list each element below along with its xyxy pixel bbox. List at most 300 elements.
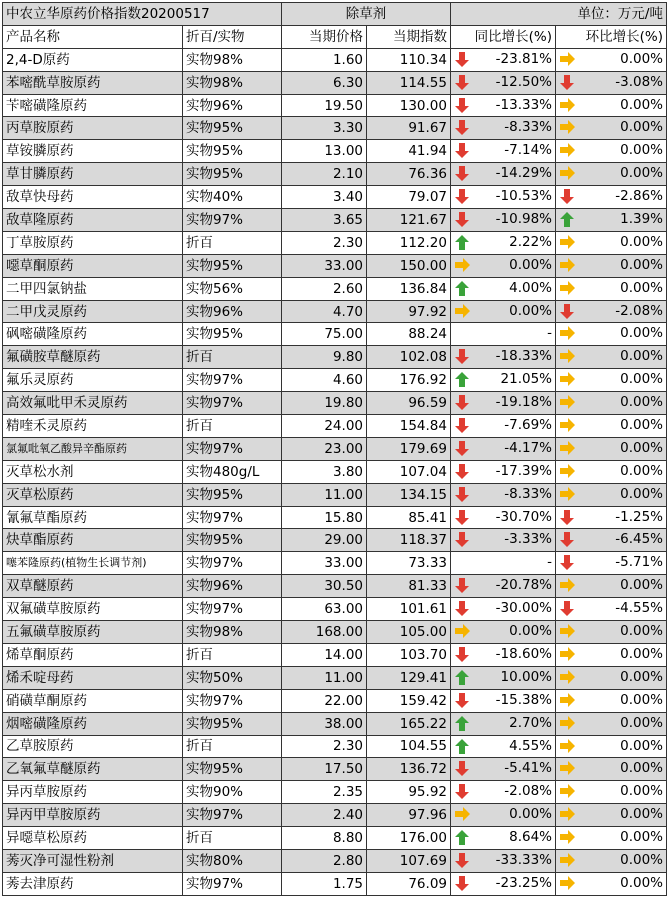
mom-value: -3.08% bbox=[615, 73, 663, 90]
current-index: 41.94 bbox=[367, 140, 451, 163]
current-index: 97.96 bbox=[367, 804, 451, 827]
product-name: 草铵膦原药 bbox=[3, 140, 183, 163]
mom-value: 0.00% bbox=[620, 119, 663, 136]
yoy-cell bbox=[451, 71, 556, 94]
current-index: 114.55 bbox=[367, 71, 451, 94]
yoy-cell bbox=[451, 621, 556, 644]
table-row bbox=[3, 827, 667, 850]
yoy-value: 10.00% bbox=[500, 668, 552, 685]
yoy-value: -15.38% bbox=[495, 691, 552, 708]
mom-cell bbox=[556, 781, 667, 804]
product-name: 丙草胺原药 bbox=[3, 117, 183, 140]
arrow-down-icon bbox=[454, 783, 470, 800]
current-price: 1.60 bbox=[282, 48, 367, 71]
current-price: 75.00 bbox=[282, 323, 367, 346]
arrow-right-icon bbox=[559, 783, 575, 800]
mom-cell bbox=[556, 735, 667, 758]
basis: 实物95% bbox=[183, 712, 282, 735]
product-name: 烟嘧磺隆原药 bbox=[3, 712, 183, 735]
mom-value: -2.86% bbox=[615, 188, 663, 205]
yoy-value: 0.00% bbox=[509, 256, 552, 273]
yoy-cell bbox=[451, 598, 556, 621]
current-price: 13.00 bbox=[282, 140, 367, 163]
mom-cell bbox=[556, 186, 667, 209]
yoy-cell bbox=[451, 186, 556, 209]
mom-value: 0.00% bbox=[620, 623, 663, 640]
basis: 实物97% bbox=[183, 392, 282, 415]
yoy-cell bbox=[451, 369, 556, 392]
table-row bbox=[3, 506, 667, 529]
current-index: 154.84 bbox=[367, 415, 451, 438]
mom-value: 0.00% bbox=[620, 829, 663, 846]
yoy-value: -2.08% bbox=[504, 783, 552, 800]
product-name: 双氟磺草胺原药 bbox=[3, 598, 183, 621]
arrow-down-icon bbox=[454, 142, 470, 159]
mom-cell bbox=[556, 804, 667, 827]
current-index: 110.34 bbox=[367, 48, 451, 71]
table-row bbox=[3, 643, 667, 666]
yoy-value: -4.17% bbox=[504, 439, 552, 456]
arrow-right-icon bbox=[559, 165, 575, 182]
mom-value: 0.00% bbox=[620, 691, 663, 708]
basis: 实物95% bbox=[183, 323, 282, 346]
table-row bbox=[3, 48, 667, 71]
yoy-cell bbox=[451, 277, 556, 300]
mom-cell bbox=[556, 117, 667, 140]
arrow-right-icon bbox=[559, 577, 575, 594]
current-price: 30.50 bbox=[282, 575, 367, 598]
basis: 实物80% bbox=[183, 849, 282, 872]
arrow-right-icon bbox=[559, 440, 575, 457]
mom-cell bbox=[556, 277, 667, 300]
mom-value: -1.25% bbox=[615, 508, 663, 525]
product-name: 乙草胺原药 bbox=[3, 735, 183, 758]
yoy-value: -5.41% bbox=[504, 760, 552, 777]
mom-cell bbox=[556, 140, 667, 163]
table-row bbox=[3, 94, 667, 117]
product-name: 噻苯隆原药(植物生长调节剂) bbox=[3, 552, 183, 575]
arrow-right-icon bbox=[559, 486, 575, 503]
table-row bbox=[3, 758, 667, 781]
product-name: 氟磺胺草醚原药 bbox=[3, 346, 183, 369]
arrow-right-icon bbox=[559, 280, 575, 297]
current-index: 165.22 bbox=[367, 712, 451, 735]
basis: 实物98% bbox=[183, 71, 282, 94]
yoy-cell bbox=[451, 643, 556, 666]
current-index: 85.41 bbox=[367, 506, 451, 529]
current-index: 105.00 bbox=[367, 621, 451, 644]
yoy-value: 2.22% bbox=[509, 233, 552, 250]
current-index: 179.69 bbox=[367, 437, 451, 460]
yoy-cell bbox=[451, 689, 556, 712]
product-name: 噁草酮原药 bbox=[3, 254, 183, 277]
current-index: 95.92 bbox=[367, 781, 451, 804]
yoy-cell bbox=[451, 415, 556, 438]
arrow-up-icon bbox=[454, 234, 470, 251]
arrow-down-icon bbox=[454, 486, 470, 503]
mom-cell bbox=[556, 437, 667, 460]
product-name: 敌草快母药 bbox=[3, 186, 183, 209]
arrow-down-icon bbox=[454, 646, 470, 663]
table-row bbox=[3, 186, 667, 209]
yoy-cell bbox=[451, 666, 556, 689]
mom-value: 0.00% bbox=[620, 165, 663, 182]
arrow-down-icon bbox=[454, 97, 470, 114]
mom-value: 0.00% bbox=[620, 50, 663, 67]
mom-value: 0.00% bbox=[620, 485, 663, 502]
current-index: 121.67 bbox=[367, 209, 451, 232]
table-row bbox=[3, 460, 667, 483]
table-row bbox=[3, 483, 667, 506]
current-price: 11.00 bbox=[282, 666, 367, 689]
mom-cell bbox=[556, 209, 667, 232]
current-index: 76.09 bbox=[367, 872, 451, 895]
mom-cell bbox=[556, 71, 667, 94]
basis: 实物95% bbox=[183, 254, 282, 277]
current-index: 96.59 bbox=[367, 392, 451, 415]
current-price: 6.30 bbox=[282, 71, 367, 94]
current-index: 97.92 bbox=[367, 300, 451, 323]
arrow-right-icon bbox=[559, 692, 575, 709]
product-name: 异丙草胺原药 bbox=[3, 781, 183, 804]
table-row bbox=[3, 575, 667, 598]
yoy-value: -18.33% bbox=[495, 348, 552, 365]
mom-value: 0.00% bbox=[620, 806, 663, 823]
arrow-right-icon bbox=[559, 257, 575, 274]
table-row bbox=[3, 872, 667, 895]
arrow-down-icon bbox=[454, 600, 470, 617]
current-index: 79.07 bbox=[367, 186, 451, 209]
table-row bbox=[3, 277, 667, 300]
current-price: 15.80 bbox=[282, 506, 367, 529]
current-price: 33.00 bbox=[282, 552, 367, 575]
arrow-right-icon bbox=[559, 852, 575, 869]
mom-value: 0.00% bbox=[620, 737, 663, 754]
arrow-down-icon bbox=[454, 417, 470, 434]
basis: 实物97% bbox=[183, 598, 282, 621]
arrow-right-icon bbox=[454, 303, 470, 320]
arrow-down-icon bbox=[454, 875, 470, 892]
arrow-down-icon bbox=[559, 531, 575, 548]
table-row bbox=[3, 849, 667, 872]
current-price: 22.00 bbox=[282, 689, 367, 712]
current-index: 130.00 bbox=[367, 94, 451, 117]
current-index: 102.08 bbox=[367, 346, 451, 369]
yoy-value: -17.39% bbox=[495, 462, 552, 479]
arrow-down-icon bbox=[559, 600, 575, 617]
yoy-cell bbox=[451, 94, 556, 117]
table-row bbox=[3, 300, 667, 323]
arrow-down-icon bbox=[559, 303, 575, 320]
yoy-value: -8.33% bbox=[504, 119, 552, 136]
arrow-down-icon bbox=[454, 394, 470, 411]
current-price: 14.00 bbox=[282, 643, 367, 666]
basis: 实物480g/L bbox=[183, 460, 282, 483]
mom-value: 0.00% bbox=[620, 417, 663, 434]
yoy-cell bbox=[451, 735, 556, 758]
current-index: 150.00 bbox=[367, 254, 451, 277]
current-index: 112.20 bbox=[367, 231, 451, 254]
arrow-down-icon bbox=[454, 440, 470, 457]
arrow-down-icon bbox=[559, 509, 575, 526]
arrow-down-icon bbox=[454, 165, 470, 182]
current-index: 73.33 bbox=[367, 552, 451, 575]
price-index-table bbox=[2, 2, 667, 896]
arrow-right-icon bbox=[559, 715, 575, 732]
basis: 实物50% bbox=[183, 666, 282, 689]
mom-value: 0.00% bbox=[620, 783, 663, 800]
mom-cell bbox=[556, 506, 667, 529]
yoy-value: -7.69% bbox=[504, 417, 552, 434]
arrow-down-icon bbox=[454, 509, 470, 526]
yoy-value: 4.55% bbox=[509, 737, 552, 754]
mom-cell bbox=[556, 849, 667, 872]
mom-value: 0.00% bbox=[620, 714, 663, 731]
mom-cell bbox=[556, 758, 667, 781]
current-price: 1.75 bbox=[282, 872, 367, 895]
arrow-right-icon bbox=[559, 463, 575, 480]
current-price: 168.00 bbox=[282, 621, 367, 644]
current-price: 11.00 bbox=[282, 483, 367, 506]
current-index: 81.33 bbox=[367, 575, 451, 598]
current-index: 129.41 bbox=[367, 666, 451, 689]
mom-value: 0.00% bbox=[620, 462, 663, 479]
current-price: 24.00 bbox=[282, 415, 367, 438]
yoy-value: - bbox=[547, 325, 552, 342]
mom-value: -2.08% bbox=[615, 302, 663, 319]
table-row bbox=[3, 552, 667, 575]
arrow-right-icon bbox=[559, 738, 575, 755]
arrow-right-icon bbox=[559, 669, 575, 686]
arrow-right-icon bbox=[559, 394, 575, 411]
yoy-cell bbox=[451, 140, 556, 163]
current-price: 29.00 bbox=[282, 529, 367, 552]
yoy-value: -19.18% bbox=[495, 394, 552, 411]
table-row bbox=[3, 117, 667, 140]
yoy-cell bbox=[451, 712, 556, 735]
basis: 折百 bbox=[183, 231, 282, 254]
current-index: 101.61 bbox=[367, 598, 451, 621]
arrow-up-icon bbox=[454, 371, 470, 388]
current-price: 2.30 bbox=[282, 735, 367, 758]
product-name: 硝磺草酮原药 bbox=[3, 689, 183, 712]
mom-value: 0.00% bbox=[620, 279, 663, 296]
current-price: 23.00 bbox=[282, 437, 367, 460]
current-index: 76.36 bbox=[367, 163, 451, 186]
mom-value: 0.00% bbox=[620, 645, 663, 662]
current-price: 3.65 bbox=[282, 209, 367, 232]
yoy-cell bbox=[451, 529, 556, 552]
yoy-value: -10.98% bbox=[495, 211, 552, 228]
table-row bbox=[3, 163, 667, 186]
yoy-cell bbox=[451, 300, 556, 323]
arrow-right-icon bbox=[559, 234, 575, 251]
arrow-right-icon bbox=[559, 829, 575, 846]
basis: 实物95% bbox=[183, 529, 282, 552]
yoy-value: -7.14% bbox=[504, 142, 552, 159]
basis: 实物96% bbox=[183, 94, 282, 117]
mom-cell bbox=[556, 94, 667, 117]
basis: 实物95% bbox=[183, 483, 282, 506]
current-price: 19.50 bbox=[282, 94, 367, 117]
basis: 实物56% bbox=[183, 277, 282, 300]
current-price: 38.00 bbox=[282, 712, 367, 735]
arrow-right-icon bbox=[559, 142, 575, 159]
product-name: 双草醚原药 bbox=[3, 575, 183, 598]
arrow-right-icon bbox=[559, 875, 575, 892]
table-row bbox=[3, 689, 667, 712]
mom-cell bbox=[556, 415, 667, 438]
mom-cell bbox=[556, 621, 667, 644]
basis: 实物97% bbox=[183, 369, 282, 392]
table-row bbox=[3, 437, 667, 460]
yoy-value: -13.33% bbox=[495, 96, 552, 113]
basis: 实物97% bbox=[183, 689, 282, 712]
basis: 实物98% bbox=[183, 48, 282, 71]
basis: 折百 bbox=[183, 827, 282, 850]
table-row bbox=[3, 666, 667, 689]
arrow-right-icon bbox=[454, 257, 470, 274]
arrow-down-icon bbox=[454, 188, 470, 205]
table-row bbox=[3, 392, 667, 415]
arrow-right-icon bbox=[559, 325, 575, 342]
table-row bbox=[3, 71, 667, 94]
product-name: 烯草酮原药 bbox=[3, 643, 183, 666]
arrow-right-icon bbox=[559, 119, 575, 136]
basis: 实物97% bbox=[183, 872, 282, 895]
arrow-right-icon bbox=[559, 348, 575, 365]
yoy-cell bbox=[451, 804, 556, 827]
arrow-right-icon bbox=[559, 417, 575, 434]
arrow-down-icon bbox=[454, 531, 470, 548]
arrow-down-icon bbox=[559, 554, 575, 571]
product-name: 莠去津原药 bbox=[3, 872, 183, 895]
product-name: 2,4-D原药 bbox=[3, 48, 183, 71]
table-row bbox=[3, 712, 667, 735]
yoy-value: 2.70% bbox=[509, 714, 552, 731]
mom-cell bbox=[556, 529, 667, 552]
current-index: 91.67 bbox=[367, 117, 451, 140]
product-name: 异丙甲草胺原药 bbox=[3, 804, 183, 827]
report-title: 中农立华原药价格指数20200517 bbox=[3, 3, 282, 26]
basis: 实物95% bbox=[183, 117, 282, 140]
mom-value: -5.71% bbox=[615, 554, 663, 571]
mom-cell bbox=[556, 460, 667, 483]
mom-cell bbox=[556, 689, 667, 712]
yoy-cell bbox=[451, 346, 556, 369]
table-row bbox=[3, 621, 667, 644]
col-header-yoy: 同比增长(%) bbox=[451, 25, 556, 48]
table-row bbox=[3, 231, 667, 254]
mom-cell bbox=[556, 643, 667, 666]
current-index: 159.42 bbox=[367, 689, 451, 712]
mom-cell bbox=[556, 483, 667, 506]
header-row bbox=[3, 25, 667, 48]
yoy-value: -23.25% bbox=[495, 874, 552, 891]
basis: 实物97% bbox=[183, 209, 282, 232]
current-price: 17.50 bbox=[282, 758, 367, 781]
basis: 实物97% bbox=[183, 437, 282, 460]
product-name: 二甲四氯钠盐 bbox=[3, 277, 183, 300]
current-price: 2.30 bbox=[282, 231, 367, 254]
basis: 折百 bbox=[183, 415, 282, 438]
yoy-cell bbox=[451, 758, 556, 781]
mom-value: 0.00% bbox=[620, 760, 663, 777]
basis: 折百 bbox=[183, 643, 282, 666]
arrow-right-icon bbox=[559, 97, 575, 114]
yoy-value: -30.70% bbox=[495, 508, 552, 525]
table-row bbox=[3, 346, 667, 369]
mom-cell bbox=[556, 712, 667, 735]
current-price: 3.80 bbox=[282, 460, 367, 483]
yoy-value: -20.78% bbox=[495, 577, 552, 594]
mom-value: 0.00% bbox=[620, 851, 663, 868]
basis: 实物97% bbox=[183, 804, 282, 827]
arrow-right-icon bbox=[559, 646, 575, 663]
yoy-cell bbox=[451, 437, 556, 460]
current-index: 88.24 bbox=[367, 323, 451, 346]
category-title: 除草剂 bbox=[282, 3, 451, 26]
arrow-right-icon bbox=[559, 760, 575, 777]
yoy-value: -30.00% bbox=[495, 600, 552, 617]
current-index: 176.92 bbox=[367, 369, 451, 392]
basis: 实物97% bbox=[183, 506, 282, 529]
arrow-right-icon bbox=[454, 623, 470, 640]
current-index: 104.55 bbox=[367, 735, 451, 758]
arrow-down-icon bbox=[454, 463, 470, 480]
current-price: 63.00 bbox=[282, 598, 367, 621]
yoy-cell bbox=[451, 48, 556, 71]
basis: 实物95% bbox=[183, 758, 282, 781]
mom-cell bbox=[556, 48, 667, 71]
basis: 实物96% bbox=[183, 300, 282, 323]
arrow-right-icon bbox=[559, 623, 575, 640]
current-price: 2.35 bbox=[282, 781, 367, 804]
table-row bbox=[3, 140, 667, 163]
product-name: 高效氟吡甲禾灵原药 bbox=[3, 392, 183, 415]
basis: 实物90% bbox=[183, 781, 282, 804]
yoy-value: -8.33% bbox=[504, 485, 552, 502]
basis: 实物98% bbox=[183, 621, 282, 644]
arrow-up-icon bbox=[454, 738, 470, 755]
mom-cell bbox=[556, 254, 667, 277]
table-row bbox=[3, 254, 667, 277]
product-name: 苄嘧磺隆原药 bbox=[3, 94, 183, 117]
current-price: 4.70 bbox=[282, 300, 367, 323]
yoy-cell bbox=[451, 575, 556, 598]
yoy-value: 0.00% bbox=[509, 806, 552, 823]
arrow-down-icon bbox=[454, 692, 470, 709]
col-header-basis: 折百/实物 bbox=[183, 25, 282, 48]
arrow-up-icon bbox=[454, 280, 470, 297]
mom-cell bbox=[556, 575, 667, 598]
arrow-up-icon bbox=[454, 715, 470, 732]
mom-value: 0.00% bbox=[620, 439, 663, 456]
mom-cell bbox=[556, 666, 667, 689]
current-index: 136.72 bbox=[367, 758, 451, 781]
table-row bbox=[3, 598, 667, 621]
arrow-up-icon bbox=[454, 829, 470, 846]
table-row bbox=[3, 369, 667, 392]
yoy-cell bbox=[451, 117, 556, 140]
arrow-down-icon bbox=[454, 74, 470, 91]
mom-cell bbox=[556, 598, 667, 621]
mom-cell bbox=[556, 369, 667, 392]
arrow-right-icon bbox=[454, 806, 470, 823]
product-name: 砜嘧磺隆原药 bbox=[3, 323, 183, 346]
basis: 实物97% bbox=[183, 552, 282, 575]
table-row bbox=[3, 415, 667, 438]
